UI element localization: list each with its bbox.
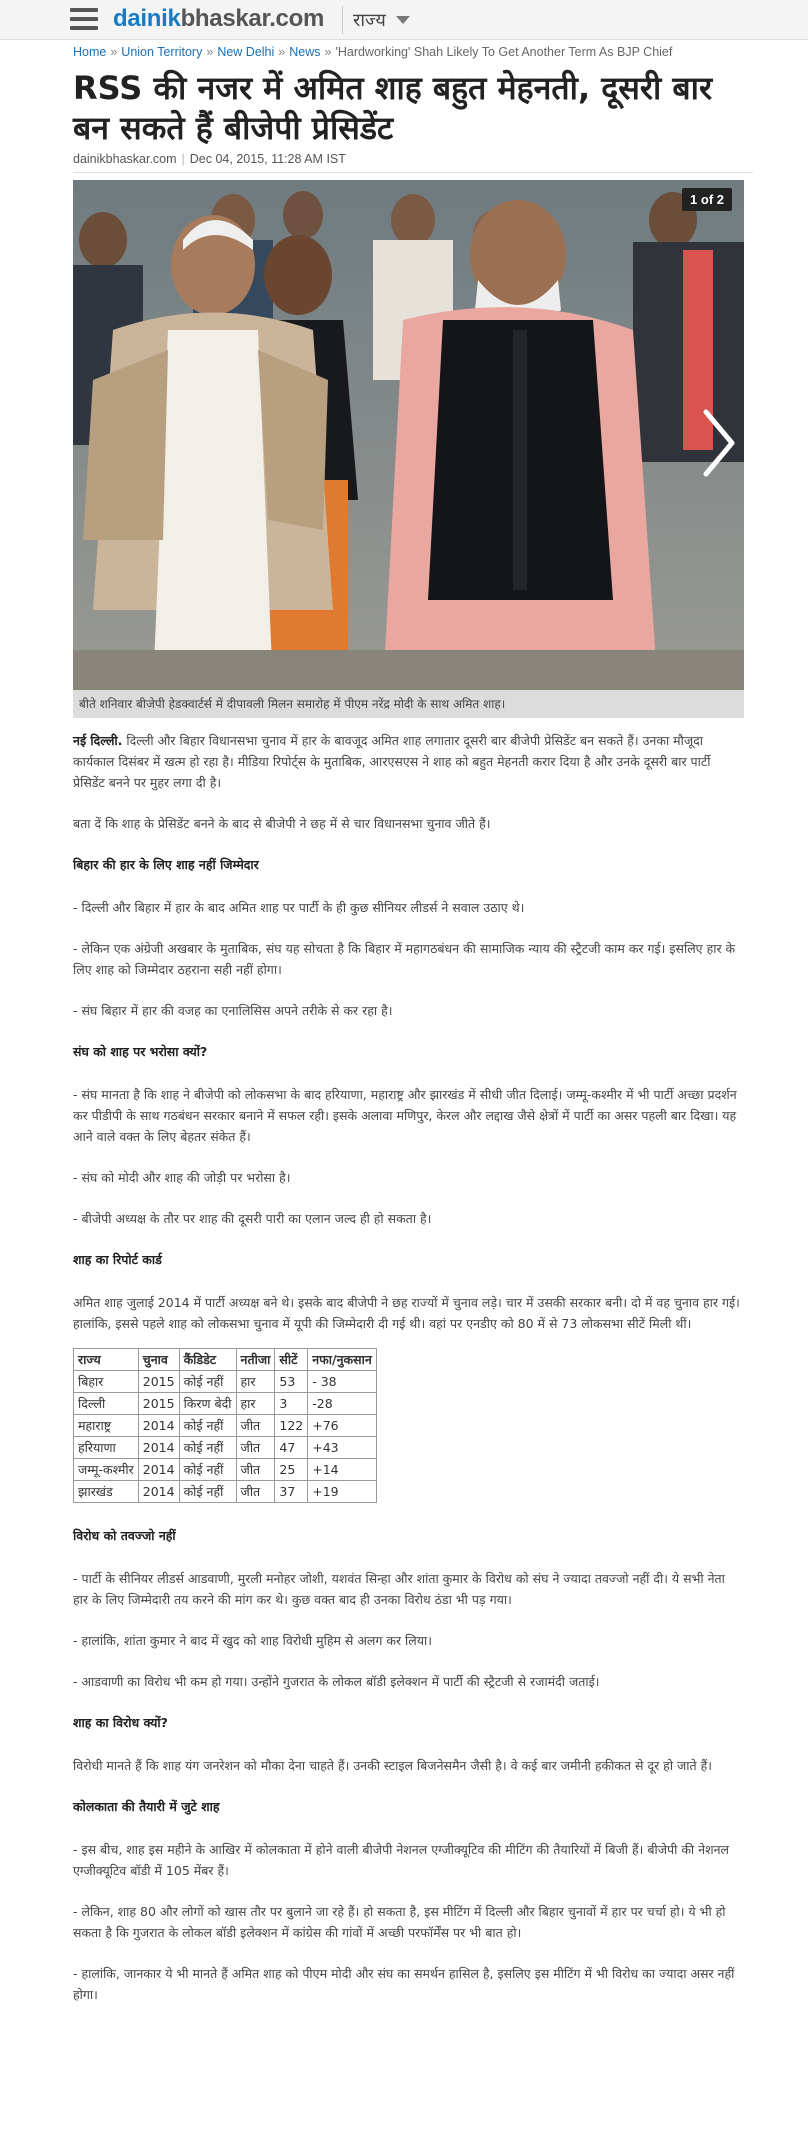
table-header: नतीजा xyxy=(236,1349,275,1371)
table-cell: हरियाणा xyxy=(74,1437,139,1459)
paragraph: - लेकिन, शाह 80 और लोगों को खास तौर पर बुलाने जा रहे हैं। हो सकता है, इस मीटिंग में दिल्ली और बिहार चुनावों में हार पर चर्चा हो। ये भी हो सकता है कि गुजरात के लोकल बॉडी इलेक्शन में कांग्रेस की गांवों में अच्छी परफॉर्मेंस पर भी बात हो। xyxy=(73,1904,726,1940)
gallery-photo xyxy=(73,180,744,690)
table-cell: जम्मू-कश्मीर xyxy=(74,1459,139,1481)
table-header: चुनाव xyxy=(138,1349,179,1371)
table-cell: कोई नहीं xyxy=(179,1415,236,1437)
section-heading: कोलकाता की तैयारी में जुटे शाह xyxy=(73,1799,220,1814)
table-cell: महाराष्ट्र xyxy=(74,1415,139,1437)
state-dropdown[interactable] xyxy=(342,6,410,34)
table-cell: 2014 xyxy=(138,1415,179,1437)
divider xyxy=(73,172,753,173)
table-header: नफा/नुकसान xyxy=(308,1349,377,1371)
section-heading: विरोध को तवज्जो नहीं xyxy=(73,1528,176,1543)
article-source: dainikbhaskar.com xyxy=(73,152,177,166)
table-row xyxy=(74,1459,377,1481)
paragraph: - दिल्ली और बिहार में हार के बाद अमित शाह पर पार्टी के ही कुछ सीनियर लीडर्स ने सवाल उठाए थे। xyxy=(73,900,525,915)
table-header-row xyxy=(74,1349,377,1371)
paragraph: - संघ बिहार में हार की वजह का एनालिसिस अपने तरीके से कर रहा है। xyxy=(73,1003,393,1018)
section-heading: बिहार की हार के लिए शाह नहीं जिम्मेदार xyxy=(73,857,259,872)
table-cell: 3 xyxy=(275,1393,308,1415)
table-cell: बिहार xyxy=(74,1371,139,1393)
table-header: कैंडिडेट xyxy=(179,1349,236,1371)
site-logo[interactable] xyxy=(113,5,324,33)
table-cell: +76 xyxy=(308,1415,377,1437)
table-cell: 47 xyxy=(275,1437,308,1459)
table-cell: 2015 xyxy=(138,1393,179,1415)
section-heading: शाह का विरोध क्यों? xyxy=(73,1715,168,1730)
chevron-down-icon xyxy=(396,16,410,24)
table-row xyxy=(74,1415,377,1437)
logo-part-bhaskar: bhaskar.com xyxy=(180,5,325,32)
breadcrumb-news[interactable]: News xyxy=(289,45,321,59)
intro-paragraph xyxy=(73,730,743,793)
article-body xyxy=(73,730,743,2025)
table-cell: +14 xyxy=(308,1459,377,1481)
table-cell: दिल्ली xyxy=(74,1393,139,1415)
photo-gallery[interactable] xyxy=(73,180,744,690)
table-cell: कोई नहीं xyxy=(179,1371,236,1393)
page-title: RSS की नजर में अमित शाह बहुत मेहनती, दूसरी बार बन सकते हैं बीजेपी प्रेसिडेंट xyxy=(73,69,713,147)
table-cell: जीत xyxy=(236,1415,275,1437)
table-cell: कोई नहीं xyxy=(179,1459,236,1481)
paragraph: - पार्टी के सीनियर लीडर्स आडवाणी, मुरली मनोहर जोशी, यशवंत सिन्हा और शांता कुमार के विरोध को संघ ने ज्यादा तवज्जो नहीं दी। ये सभी नेता हार के लिए जिम्मेदारी तय करने की मांग कर थे। कुछ वक्त बाद ही उनका विरोध ठंडा भी पड़ गया। xyxy=(73,1571,725,1607)
paragraph: विरोधी मानते हैं कि शाह यंग जनरेशन को मौका देना चाहते हैं। उनकी स्टाइल बिजनेसमैन जैसी है। वे कई बार जमीनी हकीकत से दूर हो जाते हैं। xyxy=(73,1758,713,1773)
table-cell: किरण बेदी xyxy=(179,1393,236,1415)
table-cell: जीत xyxy=(236,1481,275,1503)
photo-counter: 1 of 2 xyxy=(682,188,732,211)
paragraph: - इस बीच, शाह इस महीने के आखिर में कोलकाता में होने वाली बीजेपी नेशनल एग्जीक्यूटिव की मीटिंग की तैयारियों में बिजी हैं। बीजेपी की नेशनल एग्जीक्यूटिव बॉडी में 105 मेंबर हैं। xyxy=(73,1842,729,1878)
paragraph: बता दें कि शाह के प्रेसिडेंट बनने के बाद से बीजेपी ने छह में से चार विधानसभा चुनाव जीते हैं। xyxy=(73,816,491,831)
table-cell: झारखंड xyxy=(74,1481,139,1503)
top-bar xyxy=(0,0,808,40)
article-date: Dec 04, 2015, 11:28 AM IST xyxy=(189,152,346,166)
table-cell: 2015 xyxy=(138,1371,179,1393)
table-cell: 37 xyxy=(275,1481,308,1503)
table-cell: 25 xyxy=(275,1459,308,1481)
table-cell: हार xyxy=(236,1371,275,1393)
table-cell: जीत xyxy=(236,1459,275,1481)
state-dropdown-label: राज्य xyxy=(353,10,386,31)
table-cell: - 38 xyxy=(308,1371,377,1393)
photo-caption: बीते शनिवार बीजेपी हेडक्वार्टर्स में दीपावली मिलन समारोह में पीएम नरेंद्र मोदी के साथ अमित शाह। xyxy=(73,690,744,718)
paragraph: - बीजेपी अध्यक्ष के तौर पर शाह की दूसरी पारी का एलान जल्द ही हो सकता है। xyxy=(73,1211,432,1226)
table-header: राज्य xyxy=(74,1349,139,1371)
paragraph: - लेकिन एक अंग्रेजी अखबार के मुताबिक, संघ यह सोचता है कि बिहार में महागठबंधन की सामाजिक न्याय की स्ट्रैटजी काम कर गई। इसलिए हार के लिए शाह को जिम्मेदार ठहराना सही नहीं होगा। xyxy=(73,941,736,977)
paragraph: - हालांकि, जानकार ये भी मानते हैं अमित शाह को पीएम मोदी और संघ का समर्थन हासिल है, इसलिए इस मीटिंग में भी विरोध का ज्यादा असर नहीं होगा। xyxy=(73,1966,735,2002)
paragraph: - हालांकि, शांता कुमार ने बाद में खुद को शाह विरोधी मुहिम से अलग कर लिया। xyxy=(73,1633,432,1648)
hamburger-menu-icon[interactable] xyxy=(70,8,98,32)
section-heading: संघ को शाह पर भरोसा क्यों? xyxy=(73,1044,208,1059)
table-row xyxy=(74,1437,377,1459)
intro-text: दिल्ली और बिहार विधानसभा चुनाव में हार के बावजूद अमित शाह लगातार दूसरी बार बीजेपी प्रेसिडेंट बन सकते हैं। उनका मौजूदा कार्यकाल दिसंबर में खत्म हो रहा है। मीडिया रिपोर्ट्स के मुताबिक, आरएसएस ने शाह को बहुत मेहनती करार दिया है और उनके दूसरी बार पार्टी प्रेसिडेंट बनने पर मुहर लगा दी है। xyxy=(73,733,711,790)
table-cell: हार xyxy=(236,1393,275,1415)
breadcrumb: Home » Union Territory » New Delhi » News » 'Hardworking' Shah Likely To Get Another Term As BJP Chief xyxy=(73,45,673,59)
paragraph: अमित शाह जुलाई 2014 में पार्टी अध्यक्ष बने थे। इसके बाद बीजेपी ने छह राज्यों में चुनाव लड़े। चार में उसकी सरकार बनी। दो में वह चुनाव हार गई। हालांकि, इससे पहले शाह को लोकसभा चुनाव में यूपी की जिम्मेदारी दी गई थी। वहां पर एनडीए को 80 में से 73 लोकसभा सीटें मिली थीं। xyxy=(73,1295,740,1331)
table-cell: कोई नहीं xyxy=(179,1437,236,1459)
table-cell: 53 xyxy=(275,1371,308,1393)
article-meta: dainikbhaskar.com | Dec 04, 2015, 11:28 AM IST xyxy=(73,152,346,166)
table-row xyxy=(74,1371,377,1393)
paragraph: - आडवाणी का विरोध भी कम हो गया। उन्होंने गुजरात के लोकल बॉडी इलेक्शन में पार्टी की स्ट्रैटजी से रजामंदी जताई। xyxy=(73,1674,600,1689)
table-cell: 122 xyxy=(275,1415,308,1437)
table-cell: 2014 xyxy=(138,1437,179,1459)
breadcrumb-home[interactable]: Home xyxy=(73,45,107,59)
breadcrumb-union-territory[interactable]: Union Territory xyxy=(121,45,203,59)
table-cell: -28 xyxy=(308,1393,377,1415)
section-heading: शाह का रिपोर्ट कार्ड xyxy=(73,1252,162,1267)
table-cell: जीत xyxy=(236,1437,275,1459)
table-row xyxy=(74,1393,377,1415)
breadcrumb-current: 'Hardworking' Shah Likely To Get Another Term As BJP Chief xyxy=(335,45,673,59)
breadcrumb-new-delhi[interactable]: New Delhi xyxy=(217,45,275,59)
table-cell: +43 xyxy=(308,1437,377,1459)
table-cell: +19 xyxy=(308,1481,377,1503)
paragraph: - संघ मानता है कि शाह ने बीजेपी को लोकसभा के बाद हरियाणा, महाराष्ट्र और झारखंड में सीधी जीत दिलाई। जम्मू-कश्मीर में भी पार्टी अच्छा प्रदर्शन कर पीडीपी के साथ गठबंधन सरकार बनाने में सफल रही। इसके अलावा मणिपुर, केरल और लद्दाख जैसे क्षेत्रों में पार्टी का असर पहली बार दिखा। यह आने वाले वक्त के लिए बेहतर संकेत हैं। xyxy=(73,1087,737,1144)
paragraph: - संघ को मोदी और शाह की जोड़ी पर भरोसा है। xyxy=(73,1170,291,1185)
table-cell: कोई नहीं xyxy=(179,1481,236,1503)
table-cell: 2014 xyxy=(138,1481,179,1503)
table-header: सीटें xyxy=(275,1349,308,1371)
next-photo-arrow-icon[interactable] xyxy=(698,408,738,478)
report-card-table xyxy=(73,1348,377,1503)
table-row xyxy=(74,1481,377,1503)
dateline: नई दिल्ली. xyxy=(73,733,123,748)
logo-part-dainik: dainik xyxy=(113,5,181,32)
table-cell: 2014 xyxy=(138,1459,179,1481)
